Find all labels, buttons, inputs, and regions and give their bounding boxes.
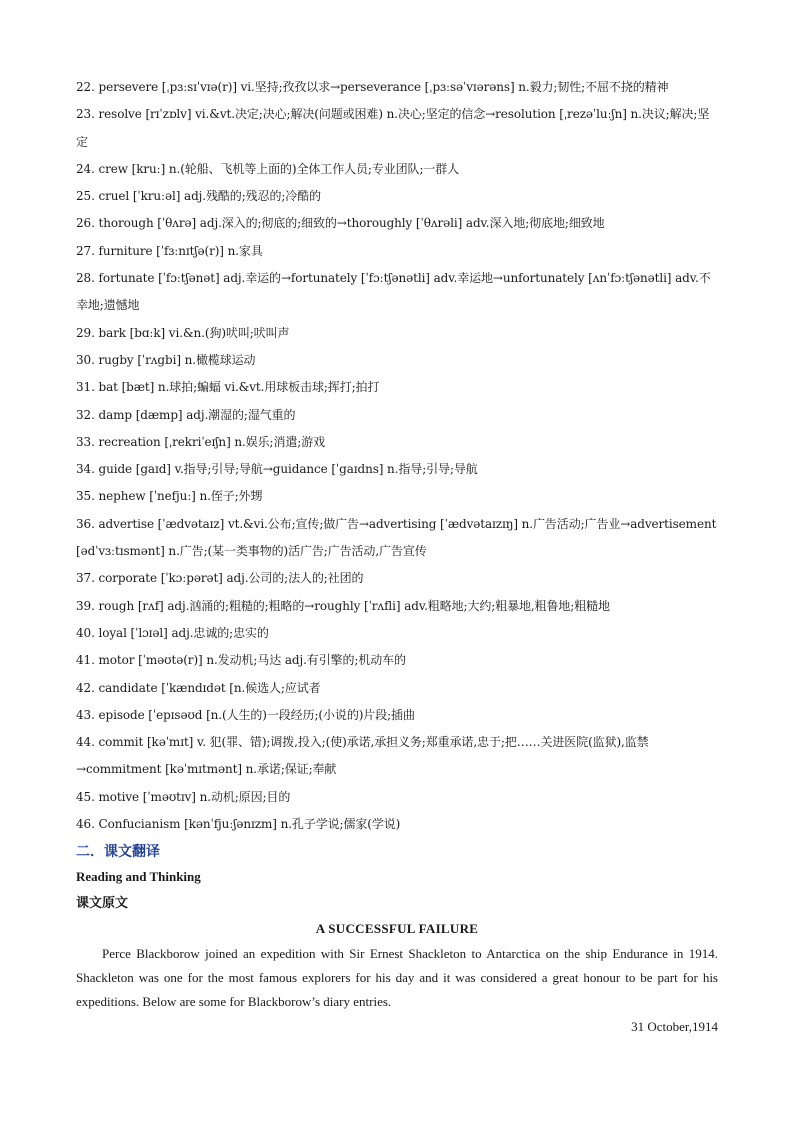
- vocab-item: 37. corporate [ˈkɔːpərət] adj.公司的;法人的;社团的: [76, 571, 364, 586]
- vocab-item: 45. motive [ˈməʊtɪv] n.动机;原因;目的: [76, 789, 291, 804]
- vocab-item: 35. nephew [ˈnefjuː] n.侄子;外甥: [76, 489, 263, 504]
- vocab-item: 25. cruel [ˈkruːəl] adj.残酷的;残忍的;冷酷的: [76, 189, 321, 204]
- diary-date: 31 October,1914: [631, 1019, 718, 1035]
- vocab-item: 24. crew [kruː] n.(轮船、飞机等上面的)全体工作人员;专业团队;一群人: [76, 161, 460, 176]
- vocab-item: 32. damp [dæmp] adj.潮湿的;湿气重的: [76, 407, 296, 422]
- vocab-item: 42. candidate [ˈkændɪdət [n.候选人;应试者: [76, 680, 321, 695]
- vocab-item: 28. fortunate [ˈfɔːtʃənət] adj.幸运的→fortunately [ˈfɔːtʃənətli] adv.幸运地→unfortunately [ʌnˈfɔːtʃənətli] adv.不幸地;遗憾地: [76, 271, 711, 313]
- section-heading: 二．课文翻译: [76, 844, 160, 861]
- vocab-item: 29. bark [bɑːk] vi.&n.(狗)吠叫;吠叫声: [76, 325, 290, 340]
- reading-heading: Reading and Thinking: [76, 869, 201, 885]
- vocab-item: 27. furniture [ˈfɜːnɪtʃə(r)] n.家具: [76, 243, 263, 258]
- vocab-item: 46. Confucianism [kənˈfjuːʃənɪzm] n.孔子学说;儒家(学说): [76, 817, 401, 832]
- vocab-item: 40. loyal [ˈlɔɪəl] adj.忠诚的;忠实的: [76, 625, 269, 640]
- vocab-item: 26. thorough [ˈθʌrə] adj.深入的;彻底的;细致的→thoroughly [ˈθʌrəli] adv.深入地;彻底地;细致地: [76, 216, 605, 231]
- vocab-item: 41. motor [ˈməʊtə(r)] n.发动机;马达 adj.有引擎的;机动车的: [76, 653, 406, 668]
- vocab-item: 44. commit [kəˈmɪt] v. 犯(罪、错);调拨,投入;(使)承诺,承担义务;郑重承诺,忠于;把……关进医院(监狱),监禁→commitment [kəˈmɪtmənt] n.承诺;保证;奉献: [76, 735, 649, 777]
- vocab-item: 43. episode [ˈepɪsəʊd [n.(人生的)一段经历;(小说的)片段;插曲: [76, 707, 415, 722]
- vocab-item: 39. rough [rʌf] adj.汹涌的;粗糙的;粗略的→roughly [ˈrʌfli] adv.粗略地;大约;粗暴地,粗鲁地;粗糙地: [76, 598, 610, 613]
- vocab-item: 33. recreation [ˌrekriˈeɪʃn] n.娱乐;消遣;游戏: [76, 434, 325, 449]
- vocab-item: 22. persevere [ˌpɜːsɪˈvɪə(r)] vi.坚持;孜孜以求→perseverance [ˌpɜːsəˈvɪərəns] n.毅力;韧性;不屈不挠的精神: [76, 80, 669, 94]
- vocab-item: 34. guide [gaɪd] v.指导;引导;导航→guidance [ˈgaɪdns] n.指导;引导;导航: [76, 462, 478, 477]
- vocabulary-list: [76, 74, 718, 838]
- vocab-item: 23. resolve [rɪˈzɒlv] vi.&vt.决定;决心;解决(问题或困难) n.决心;坚定的信念→resolution [ˌrezəˈluːʃn] n.决议;解决;坚定: [76, 107, 710, 149]
- vocab-item: 31. bat [bæt] n.球拍;蝙蝠 vi.&vt.用球板击球;挥打;拍打: [76, 380, 380, 395]
- article-title: A SUCCESSFUL FAILURE: [315, 921, 479, 937]
- original-text-label: 课文原文: [76, 895, 129, 911]
- vocab-item: 36. advertise [ˈædvətaɪz] vt.&vi.公布;宣传;做广告→advertising [ˈædvətaɪzɪŋ] n.广告活动;广告业→advertisement [ədˈvɜːtɪsmənt] n.广告;(某一类事物的)活广告;广告活动,广告宣传: [76, 516, 717, 559]
- vocab-item: 30. rugby [ˈrʌgbi] n.橄榄球运动: [76, 352, 256, 367]
- article-paragraph: Perce Blackborow joined an expedition with Sir Ernest Shackleton to Antarctica on the ship Endurance in 1914. Shackleton was one for the most famous explorers for his day and it was considered a great honour to be part for his expeditions. Below are some for Blackborow’s diary entries.: [76, 946, 718, 1010]
